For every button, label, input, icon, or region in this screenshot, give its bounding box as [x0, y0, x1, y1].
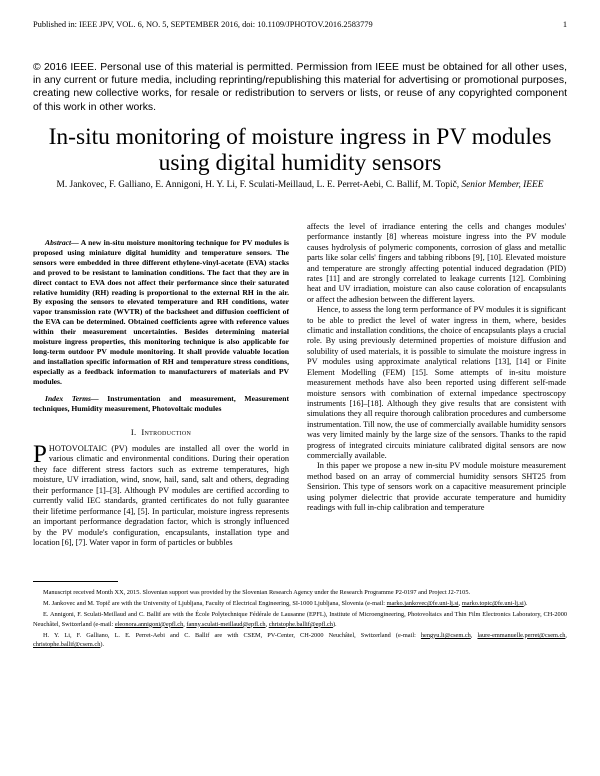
paper-title: In-situ monitoring of moisture ingress in PV modules using digital humidity sensors [48, 124, 552, 176]
footnote-csem-text: H. Y. Li, F. Galliano, L. E. Perret-Aebi and C. Ballif are with CSEM, PV-Center, CH-2000 Neuchâtel, Switzerland (e-mail: [43, 631, 421, 639]
email-link-li[interactable]: hengyu.li@csem.ch [420, 631, 471, 639]
footnote-ljubljana-text: M. Jankovec and M. Topič are with the University of Ljubljana, Faculty of Electrical Engineering, SI-1000 Ljubljana, Slovenia (e-mail: [43, 600, 387, 608]
footnote-ljubljana: M. Jankovec and M. Topič are with the University of Ljubljana, Faculty of Electrical Engineering, SI-1000 Ljubljana, Slovenia (e-mail: marko.jankovec@fe.uni-lj.si, marko.topic@fe.uni-lj.si). [43, 600, 528, 608]
intro-paragraph-3: In this paper we propose a new in-situ PV module moisture measurement method based on an array of commercial humidity sensors SHT25 from Sensirion. This type of sensors work on a capacitive measurement principle using polymer dielectric that provide accurate temperature and humidity readings with full in-chip calibration and temperature [307, 461, 566, 512]
page-number: 1 [562, 20, 567, 29]
email-link-ballif-csem[interactable]: christophe.ballif@csem.ch [33, 641, 101, 649]
drop-cap: P [33, 440, 47, 468]
intro-first-word: HOTOVOLTAIC [48, 443, 107, 453]
email-link-jankovec[interactable]: marko.jankovec@fe.uni-lj.si [386, 600, 459, 608]
email-link-topic[interactable]: marko.topic@fe.uni-lj.si [461, 600, 524, 608]
intro-paragraph-1-cont: affects the level of irradiance entering the cells and changes modules' performance instantly [8] whereas moisture ingress into the PV module causes hydrolysis of polymeric components, corrosion of glass and metallic parts like solar cells' fingers and tabbing ribbons [9], [10]. Elevated moisture and temperature are strongly affecting potential induced degradation (PID) rates [11] and are strongly correlated to leakage currents [12]. Combining heat and UV irradiation, moisture can also cause coloration of encapsulants or affect the adhesion between the different layers. [307, 222, 566, 304]
publication-info: Published in: IEEE JPV, VOL. 6, NO. 5, SEPTEMBER 2016, doi: 10.1109/JPHOTOV.2016.2583779 [33, 20, 373, 29]
abstract [33, 238, 289, 387]
email-link-sculati[interactable]: fanny.sculati-meillaud@epfl.ch [186, 620, 266, 628]
left-column [33, 238, 289, 549]
intro-paragraph-2: Hence, to assess the long term performance of PV modules it is significant to be able to predict the level of water ingress in them, where, besides climatic and installation conditions, the choice of encapsulants plays a crucial role. By using previously determined properties of moisture diffusion and solubility of used materials, it is possible to simulate the moisture ingress in PV modules using approximate analytical relations [13], [14] or Finite Element Modelling (FEM) [15]. Some attempts of in-situ moisture measurement methods have also been reported using different self-made moisture sensors with combination of external impedance spectroscopy instruments [16]–[18]. Although they give results that are consistent with simulations they all require thorough calibration procedures and cumbersome instrumentation. Till now, the use of commercially available humidity sensors was very limited mainly by the large size of the sensors. Thanks to the rapid progress of integrated circuits miniature calibrated digital sensors are now commercially available. [307, 305, 566, 460]
copyright-notice: © 2016 IEEE. Personal use of this material is permitted. Permission from IEEE must be obtained for all other uses, in any current or future media, including reprinting/republishing this material for advertising or promotional purposes, creating new collective works, for resale or redistribution to servers or lists, or reuse of any copyrighted component of this work in other works. [33, 62, 567, 113]
footnotes [33, 588, 567, 651]
footnote-divider [33, 581, 118, 582]
abstract-text: — A new in-situ moisture monitoring technique for PV modules is proposed using miniature digital humidity and temperature sensors. The sensors were embedded in three different ethylene-vinyl-acetate (EVA) stacks and proved to be resistant to lamination conditions. The fact that they are in direct contact to EVA does not affect their performance since their saturated relative humidity (RH) reading is proportional to the external RH in the air. By exposing the sensors to elevated temperature and RH conditions, water vapor transmission rate (WVTR) of the backsheet and diffusion coefficient of the EVA can be determined. Obtained coefficients agree with reference values within their measurement uncertainties. Besides determining material moisture ingress properties, this monitoring technique is also applicable for long-term outdoor PV module monitoring. It shall provide valuable location and installation specific information of RH and temperature stress conditions, especially as a feedback information to manufacturers of materials and PV modules. [33, 238, 289, 386]
intro-paragraph-1 [33, 440, 289, 549]
author-list [40, 180, 560, 192]
right-column [307, 222, 566, 513]
footnote-csem: H. Y. Li, F. Galliano, L. E. Perret-Aebi and C. Ballif are with CSEM, PV-Center, CH-2000 Neuchâtel, Switzerland (e-mail: hengyu.li@csem.ch, laure-emmanuelle.perret@csem.ch, christophe.ballif@csem.ch). [33, 631, 567, 649]
section-heading [33, 427, 289, 437]
intro-text: (PV) modules are installed all over the world in various climatic and environmental conditions. During their operation they face different stress factors such as extreme temperatures, high moisture, UV irradiation, wind, snow, hail, sand, salt and others, degrading their performance [1]–[3]. Although PV modules are certified according to currently valid IEC standards, granted certificates do not fully guarantee their lifetime performance [4], [5]. In particular, moisture ingress represents an important performance degradation factor, which is strongly influenced by the PV module's configuration, encapsulants, installation type and location [6], [7]. Water vapor in form of particles or bubbles [33, 443, 289, 548]
index-terms [33, 394, 289, 414]
abstract-label: Abstract [45, 238, 72, 247]
index-terms-label: Index Terms [45, 393, 91, 403]
footnote-epfl-text: E. Annigoni, F. Sculati-Meillaud and C. Ballif are with the École Polytechnique Fédérale de Lausanne (EPFL), Institute of Microengineering, Photovoltaics and Thin Film Electronics Laboratory, CH-2000 Neuchâtel, Switzerland (e-mail: [33, 611, 567, 628]
footnote-epfl: E. Annigoni, F. Sculati-Meillaud and C. Ballif are with the École Polytechnique Fédérale de Lausanne (EPFL), Institute of Microengineering, Photovoltaics and Thin Film Electronics Laboratory, CH-2000 Neuchâtel, Switzerland (e-mail: eleonora.annigoni@epfl.ch, fanny.sculati-meillaud@epfl.ch, christophe.ballif@epfl.ch). [33, 611, 567, 628]
index-terms-text: — Instrumentation and measurement, Measurement techniques, Humidity measurement, Photovoltaic modules [33, 393, 289, 413]
email-link-ballif-epfl[interactable]: christophe.ballif@epfl.ch [268, 620, 333, 628]
author-membership: Senior Member, IEEE [461, 180, 544, 190]
email-link-perret[interactable]: laure-emmanuelle.perret@csem.ch [477, 631, 566, 639]
section-number: I. [130, 427, 137, 438]
footnote-manuscript: Manuscript received Month XX, 2015. Slovenian support was provided by the Slovenian Research Agency under the Research Programme P2-0197 and Project J2-7105. [43, 589, 471, 596]
email-link-annigoni[interactable]: eleonora.annigoni@epfl.ch [114, 620, 184, 628]
publication-header [33, 20, 567, 29]
section-title: Introduction [141, 427, 192, 438]
author-names: M. Jankovec, F. Galliano, E. Annigoni, H. Y. Li, F. Sculati-Meillaud, L. E. Perret-Aebi, C. Ballif, M. Topič, [56, 180, 460, 190]
